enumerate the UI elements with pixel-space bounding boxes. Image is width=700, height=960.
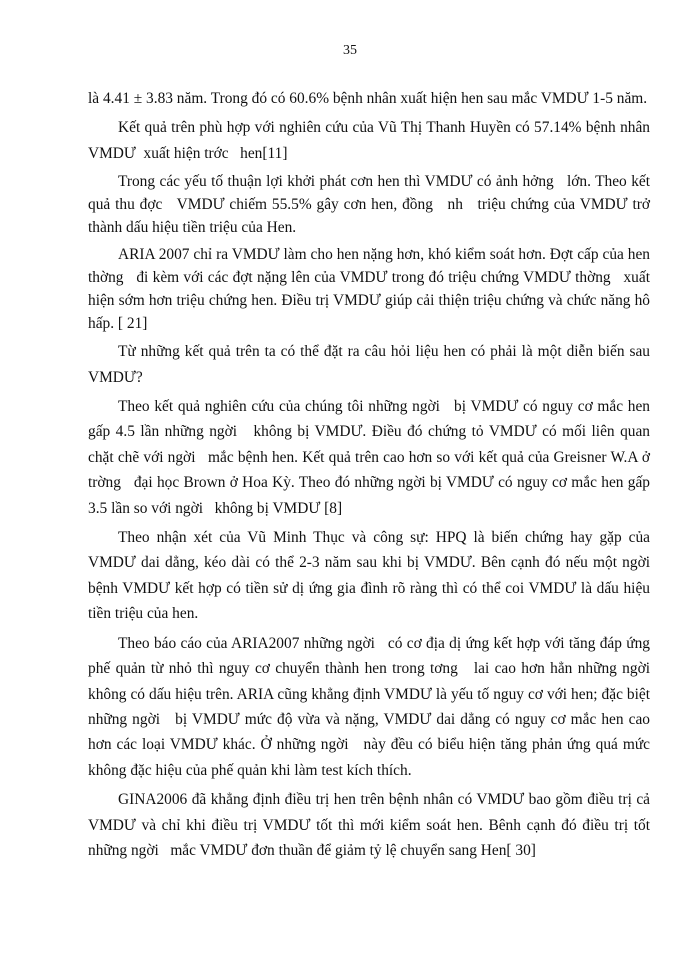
- paragraph: là 4.41 ± 3.83 năm. Trong đó có 60.6% bệnh nhân xuất hiện hen sau mắc VMDƯ 1-5 năm.: [88, 90, 648, 107]
- paragraph: Trong các yếu tố thuận lợi khởi phát cơn hen thì VMDƯ có ảnh hởng lớn. Theo kết quả thu đợc VMDƯ chiếm 55.5% gây cơn hen, đồng nh triệu chứng của VMDƯ trở thành dấu hiệu tiền triệu của Hen.: [88, 173, 654, 237]
- paragraph: ARIA 2007 chỉ ra VMDƯ làm cho hen nặng hơn, khó kiểm soát hơn. Đợt cấp của hen thờng đi kèm với các đợt nặng lên của VMDƯ trong đó triệu chứng VMDƯ thờng xuất hiện sớm hơn triệu chứng hen. Điều trị VMDƯ giúp cải thiện triệu chứng và chức năng hô hấp. [ 21]: [88, 246, 654, 333]
- paragraph: Kết quả trên phù hợp với nghiên cứu của Vũ Thị Thanh Huyền có 57.14% bệnh nhân VMDƯ xuất hiện trớc hen[11]: [88, 119, 654, 162]
- document-body: [88, 86, 662, 867]
- paragraph: GINA2006 đã khẳng định điều trị hen trên bệnh nhân có VMDƯ bao gồm điều trị cả VMDƯ và chỉ khi điều trị VMDƯ tốt thì mới kiểm soát hen. Bênh cạnh đó điều trị tốt những ngời mắc VMDƯ đơn thuần để giảm tỷ lệ chuyển sang Hen[ 30]: [88, 791, 654, 859]
- page-number: 35: [343, 43, 357, 58]
- paragraph: Theo nhận xét của Vũ Minh Thục và công sự: HPQ là biến chứng hay gặp của VMDƯ dai dẳng, kéo dài có thể 2-3 năm sau khi bị VMDƯ. Bên cạnh đó nếu một ngời bệnh VMDƯ kết hợp có tiền sử dị ứng gia đình rõ ràng thì có thể coi VMDƯ là dấu hiệu tiền triệu của hen.: [88, 529, 662, 623]
- paragraph: Theo báo cáo của ARIA2007 những ngời có cơ địa dị ứng kết hợp với tăng đáp ứng phế quản từ nhỏ thì nguy cơ chuyển thành hen trong tơng lai cao hơn hẳn những ngời không có dấu hiệu trên. ARIA cũng khẳng định VMDƯ là yếu tố nguy cơ với hen; đặc biệt những ngời bị VMDƯ mức độ vừa và nặng, VMDƯ dai dẳng có nguy cơ mắc hen cao hơn các loại VMDƯ khác. Ở những ngời này đều có biểu hiện tăng phản ứng quá mức không đặc hiệu của phế quản khi làm test kích thích.: [88, 634, 662, 779]
- paragraph: Từ những kết quả trên ta có thể đặt ra câu hỏi liệu hen có phải là một diễn biến sau VMDƯ?: [88, 343, 654, 386]
- paragraph: Theo kết quả nghiên cứu của chúng tôi những ngời bị VMDƯ có nguy cơ mắc hen gấp 4.5 lần những ngời không bị VMDƯ. Điều đó chứng tỏ VMDƯ có mối liên quan chặt chẽ với ngời mắc bệnh hen. Kết quả trên cao hơn so với kết quả của Greisner W.A ở trờng đại học Brown ở Hoa Kỳ. Theo đó những ngời bị VMDƯ có nguy cơ mắc hen gấp 3.5 lần so với ngời không bị VMDƯ [8]: [88, 398, 654, 517]
